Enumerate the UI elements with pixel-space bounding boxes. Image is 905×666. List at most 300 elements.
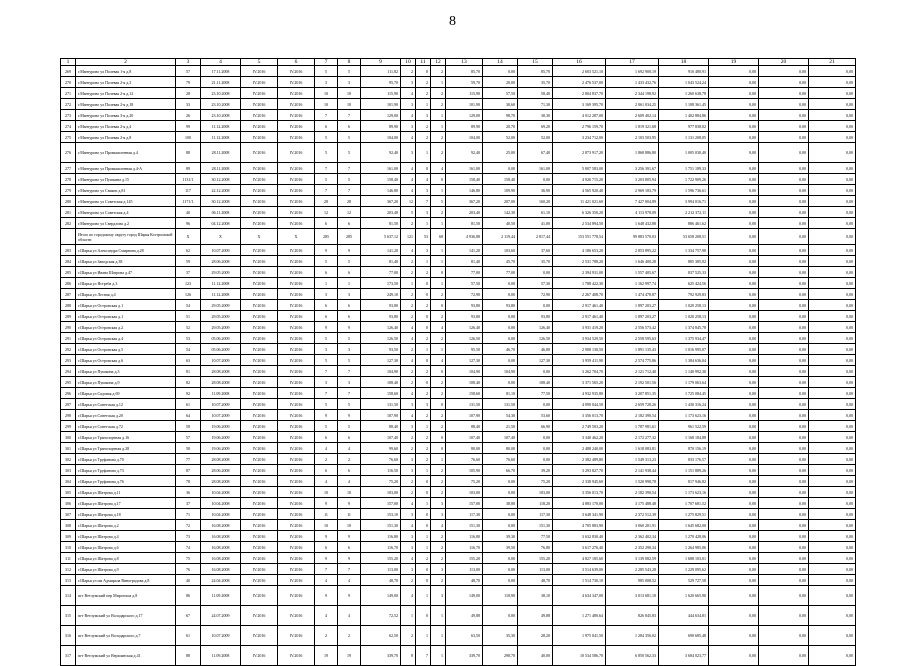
table-cell: 5 [315,421,338,432]
table-cell: 4 [401,498,416,509]
table-cell: 2 917 461,40 [553,300,606,311]
table-cell: 1 [431,454,446,465]
table-cell: 93,80 [446,300,483,311]
table-cell: 826 845,83 [606,606,659,626]
table-cell: 3 648 341,90 [553,509,606,520]
table-row [61,377,856,388]
table-cell: 2 061 034,25 [606,99,659,110]
table-cell: IV.2016 [241,322,278,333]
table-cell: 10 534 586,70 [553,646,606,666]
address-cell: г.Шарья ул Островская д.5 [76,344,176,355]
table-cell: 0,00 [759,443,809,454]
table-cell: 155,20 [446,553,483,564]
table-cell: 76,60 [446,454,483,465]
table-cell: 5 007 583,00 [553,163,606,174]
table-cell: 4 012 287,00 [553,110,606,121]
table-cell: 6 [338,121,361,132]
table-cell: 57 [176,432,201,443]
table-cell: 0 [431,399,446,410]
table-cell: 10 [338,99,361,110]
table-cell: 282 [61,218,76,229]
table-cell: 5 [431,196,446,207]
table-cell: IV.2016 [241,121,278,132]
table-row [61,465,856,476]
table-cell: 2 [431,88,446,99]
table-cell: 2 [401,443,416,454]
table-cell: IV.2016 [278,110,315,121]
table-cell: 104,90 [446,366,483,377]
table-cell: 23.10.2008 [201,110,241,121]
address-cell: г.Шарья ул Островская д.4 [76,333,176,344]
column-number: 1 [61,59,76,66]
table-cell: 5 [315,174,338,185]
address-cell: г.Шарья ул Транспортная д.16 [76,432,176,443]
table-cell: 0,00 [483,311,518,322]
table-cell: IV.2016 [241,163,278,174]
table-row [61,300,856,311]
table-cell: 0,00 [518,300,553,311]
table-cell: 0,00 [709,465,759,476]
table-cell: 294 [61,366,76,377]
table-cell: 146,80 [446,185,483,196]
table-cell: 2 [431,132,446,143]
table-cell: 117 [176,185,201,196]
subtotal-row [61,229,856,245]
table-cell: 1 [416,531,431,542]
table-cell: 75,20 [446,476,483,487]
table-cell: 12 [338,207,361,218]
table-cell: 367,20 [361,196,401,207]
table-cell: 4 [431,355,446,366]
table-cell: 7 [315,110,338,121]
table-cell: 0,00 [759,344,809,355]
table-cell: 77,50 [518,388,553,399]
table-cell: 52,00 [518,132,553,143]
table-cell: 0,00 [809,278,856,289]
table-cell: 0,00 [759,626,809,646]
table-cell: 28 [338,196,361,207]
table-cell: 2 [401,218,416,229]
table-cell: 2 382 489,80 [553,454,606,465]
table-cell: 10.07.2009 [201,626,241,646]
table-cell: 7 427 004,89 [606,196,659,207]
table-cell: 0 [416,476,431,487]
table-cell: 4 [315,443,338,454]
table-cell: 126,40 [518,322,553,333]
table-cell: 7 [416,646,431,666]
table-cell: 1 751 189,33 [659,163,709,174]
table-cell: 1 [416,143,431,163]
table-cell: 28.08.2008 [201,366,241,377]
table-cell: 19.06.2009 [201,443,241,454]
table-cell: 3 169 395,70 [553,99,606,110]
table-cell: 107,40 [483,432,518,443]
table-cell: 161,00 [446,163,483,174]
table-cell: 69,20 [518,121,553,132]
table-cell: 9 [315,586,338,606]
table-cell: 2 394 931,00 [553,267,606,278]
table-cell: 2 853 895,22 [606,245,659,256]
table-cell: 29.05.2009 [201,322,241,333]
table-cell: 93,80 [518,311,553,322]
table-cell: 81,40 [361,256,401,267]
table-cell: 161,00 [518,163,553,174]
table-cell: 2 267 408,70 [553,289,606,300]
table-cell: 2 [431,333,446,344]
table-cell: 16.08.2008 [201,553,241,564]
table-cell: IV.2016 [241,77,278,88]
table-cell: 0 [416,487,431,498]
table-cell: 93,80 [361,311,401,322]
table-cell: 57,50 [446,278,483,289]
table-cell: 2 212 372,11 [659,207,709,218]
table-cell: 4 [338,575,361,586]
table-cell: 1 620 665,90 [659,586,709,606]
table-cell: 1 [416,99,431,110]
table-cell: 67 [176,606,201,626]
table-cell: 5 [315,256,338,267]
table-cell: 0,00 [483,322,518,333]
table-cell: 126,50 [446,333,483,344]
table-cell: 1 [315,278,338,289]
table-cell: 3 [401,509,416,520]
table-cell: 1 [431,646,446,666]
table-cell: 99,60 [361,443,401,454]
table-cell: 291 [61,333,76,344]
table-cell: 62 [176,245,201,256]
table-cell: IV.2016 [241,520,278,531]
table-cell: 1 374 845,78 [659,322,709,333]
table-cell: 0,00 [759,289,809,300]
table-cell: 3 [401,121,416,132]
table-cell: 62,50 [361,626,401,646]
table-cell: 0,00 [759,399,809,410]
table-cell: 0,00 [709,77,759,88]
table-cell: 2 [416,333,431,344]
table-cell: 23.10.2008 [201,88,241,99]
table-cell: 1 [338,278,361,289]
table-row [61,110,856,121]
table-cell: 93,80 [483,300,518,311]
table-cell: 0,00 [483,487,518,498]
table-cell: 126,50 [518,333,553,344]
page-number: 8 [449,14,456,29]
table-cell: IV.2016 [278,355,315,366]
table-cell: 3 [315,344,338,355]
table-cell: 985 008,52 [606,575,659,586]
table-cell: 57 [176,66,201,77]
table-cell: 7 [338,564,361,575]
table-cell: 0,00 [809,207,856,218]
table-cell: IV.2016 [278,575,315,586]
table-cell: 115,90 [446,88,483,99]
table-cell: IV.2016 [278,344,315,355]
table-cell: 19 [338,646,361,666]
column-number: 21 [809,59,856,66]
column-number: 15 [518,59,553,66]
address-cell: г.Шарья ул Труфанова д.73 [76,465,176,476]
table-cell: 85,70 [446,66,483,77]
table-cell: 5 [338,399,361,410]
table-cell: 1 151 889,26 [659,465,709,476]
table-cell: 0,00 [709,432,759,443]
address-cell: г.Мантурово ул Промышленная д.4 [76,143,176,163]
table-cell: 04.12.2008 [201,218,241,229]
table-cell: 158,40 [361,174,401,185]
table-cell: 0,00 [809,399,856,410]
table-cell: 158,40 [483,174,518,185]
table-cell: 40,00 [518,646,553,666]
table-cell: 2 [431,66,446,77]
table-cell: 1 179 063,64 [659,377,709,388]
table-cell: IV.2016 [278,531,315,542]
table-cell: 977 838,02 [659,121,709,132]
column-number-row [61,59,856,66]
table-cell: 0,00 [518,267,553,278]
table-cell: 1 891 135,43 [606,344,659,355]
table-cell: 0,00 [709,626,759,646]
table-cell: 3 [338,344,361,355]
table-cell: 2 534 894,50 [553,218,606,229]
table-cell: 2 [401,476,416,487]
table-cell: 0 [431,267,446,278]
table-cell: 92,40 [361,143,401,163]
table-cell: 0,00 [709,476,759,487]
table-cell: 153,10 [361,509,401,520]
table-cell: 0,00 [483,476,518,487]
table-cell: 1 264 985,06 [659,542,709,553]
table-cell: 116,70 [446,542,483,553]
table-cell: 0,00 [709,509,759,520]
table-cell: 2 372 512,39 [606,509,659,520]
address-cell: г.Шарья ул Пушкина д.3 [76,366,176,377]
table-cell: 4 705 883,90 [553,520,606,531]
table-cell: 157,00 [446,498,483,509]
table-cell: 81,50 [361,218,401,229]
table-cell: 104,90 [361,366,401,377]
table-cell: 10.07.2009 [201,410,241,421]
table-cell: 0,00 [809,432,856,443]
table-cell: 1 430 316,24 [659,399,709,410]
table-cell: 0,00 [709,143,759,163]
table-cell: 300 [61,432,76,443]
table-cell [61,229,76,245]
table-cell: 0,00 [809,531,856,542]
table-cell: 88 [176,143,201,163]
table-cell: 92 [176,388,201,399]
table-cell: 293 [61,355,76,366]
table-cell: 1 131 208,05 [659,132,709,143]
table-cell: 0,00 [809,355,856,366]
table-cell: 0,00 [518,454,553,465]
table-cell: 2 172 277,32 [606,432,659,443]
table-cell: 40,50 [483,218,518,229]
table-cell: 2 [315,626,338,646]
address-cell: г.Шарья ул Шатрова д.11 [76,487,176,498]
table-cell: IV.2016 [241,454,278,465]
table-cell: IV.2016 [241,289,278,300]
table-cell: 0,00 [709,531,759,542]
table-cell: 107,40 [446,432,483,443]
table-cell: 309 [61,531,76,542]
table-cell: 3 293 827,70 [553,465,606,476]
table-cell: 28.08.2008 [201,377,241,388]
table-cell: 2 476 537,00 [553,77,606,88]
table-cell: 2 192 501,56 [606,377,659,388]
table-cell: 0,00 [759,476,809,487]
table-cell: IV.2016 [278,99,315,110]
table-cell: 0,00 [759,454,809,465]
table-cell: 316 [61,626,76,646]
table-cell: 1 140 992,30 [659,366,709,377]
table-cell: 0,00 [483,333,518,344]
address-cell: пгт Ветлужский ул Володарского д.7 [76,626,176,646]
column-number: 14 [483,59,518,66]
table-cell: 66,70 [483,465,518,476]
table-cell: 1 707 681,52 [659,498,709,509]
table-cell: 2 [431,377,446,388]
table-cell: 1 692 900,19 [606,66,659,77]
column-number: 11 [416,59,431,66]
table-cell: 3 [401,99,416,110]
table-cell: 4 [338,606,361,626]
table-cell: 93,50 [361,344,401,355]
address-cell: г.Шарья ул Советская д.12 [76,399,176,410]
table-cell: 284 [61,256,76,267]
table-cell: 158,60 [361,388,401,399]
table-cell: 06.11.2008 [201,207,241,218]
table-cell: 52,00 [483,132,518,143]
table-cell: 1 [416,421,431,432]
table-cell: 117,30 [446,509,483,520]
table-cell: 141,20 [361,245,401,256]
table-cell: 7 [416,196,431,207]
table-cell: 101,90 [361,99,401,110]
table-cell: 0,00 [483,509,518,520]
table-cell: 96 [176,218,201,229]
table-cell: 77,50 [518,531,553,542]
table-cell: 271 [61,88,76,99]
table-cell: 303 [61,465,76,476]
table-cell: 11.09.2008 [201,586,241,606]
table-cell: 23.10.2008 [201,99,241,110]
table-row [61,344,856,355]
table-row [61,355,856,366]
table-cell: 2 574 775,86 [606,355,659,366]
table-cell: 1 [431,256,446,267]
table-cell: 48,70 [361,575,401,586]
table-cell: 2 285 543,28 [606,564,659,575]
address-cell: г.Мантурово ул Свияги д.81 [76,185,176,196]
table-cell: 0,00 [709,498,759,509]
table-cell: 53 658 208,51 [659,229,709,245]
table-cell: 51 [176,311,201,322]
table-cell: 1 005 030,40 [659,143,709,163]
table-cell: 4 [401,410,416,421]
table-cell: 12 [401,196,416,207]
table-cell: 0,00 [809,267,856,278]
table-cell: 276 [61,143,76,163]
table-cell: 28.06.2008 [201,256,241,267]
table-cell: 95,50 [446,344,483,355]
table-cell: 100 [176,132,201,143]
table-cell: 304 [61,476,76,487]
table-cell: 5 [315,355,338,366]
table-cell: 0,00 [759,606,809,626]
table-cell: 19.06.2009 [201,432,241,443]
table-cell: IV.2016 [278,476,315,487]
table-cell: 0,00 [709,586,759,606]
table-cell: 52 [176,322,201,333]
table-cell: 1 [416,344,431,355]
table-cell: 4 [315,575,338,586]
table-cell: 78 [176,476,201,487]
table-row [61,143,856,163]
table-cell: 3 [401,465,416,476]
table-row [61,245,856,256]
table-cell: 4 [401,586,416,606]
table-cell: 129,00 [361,110,401,121]
table-cell: 6 326 350,20 [553,207,606,218]
table-cell: 0,00 [709,196,759,207]
table-cell: 95,70 [361,77,401,88]
table-cell: 0 [416,564,431,575]
table-cell: IV.2016 [278,207,315,218]
table-cell: IV.2016 [278,553,315,564]
table-cell: 0,00 [809,421,856,432]
address-cell: г.Мантурово ул Полевая 2-я д.12 [76,88,176,99]
table-cell: 10.04.2008 [201,487,241,498]
table-cell: X [278,229,315,245]
table-cell: IV.2016 [241,410,278,421]
column-number: 20 [759,59,809,66]
table-cell: 64 [176,410,201,421]
table-cell: 6 [338,311,361,322]
table-cell: IV.2016 [278,300,315,311]
table-cell: 0,00 [809,77,856,88]
table-cell: 36,90 [518,185,553,196]
table-cell: 0,00 [709,322,759,333]
table-row [61,432,856,443]
address-cell: г.Шарья ул Островская д.2 [76,322,176,333]
table-cell: 1 260 638,78 [659,88,709,99]
table-cell: 315 [61,606,76,626]
table-cell: 7 [338,366,361,377]
table-cell: 0,00 [483,278,518,289]
table-cell: 61,10 [518,207,553,218]
table-cell: 273 [61,110,76,121]
table-cell: 1 897 203,27 [606,311,659,322]
table-cell: 2 609 402,14 [606,110,659,121]
table-cell: 0 [416,520,431,531]
table-cell: IV.2016 [278,542,315,553]
table-cell: 72,90 [446,289,483,300]
table-cell: 0,00 [759,99,809,110]
table-cell: 0,00 [809,163,856,174]
table-cell: 7 [315,564,338,575]
column-number: 16 [553,59,606,66]
table-cell: 1 162 997,74 [606,278,659,289]
table-cell: 833 176,57 [659,454,709,465]
table-cell: 0,00 [809,66,856,77]
table-cell: 299 [61,421,76,432]
table-cell: 5 [338,132,361,143]
table-cell: 298 [61,410,76,421]
table-cell: 302 [61,454,76,465]
table-cell: 72,90 [518,289,553,300]
table-cell: 2 [431,465,446,476]
table-cell: 113,00 [518,564,553,575]
